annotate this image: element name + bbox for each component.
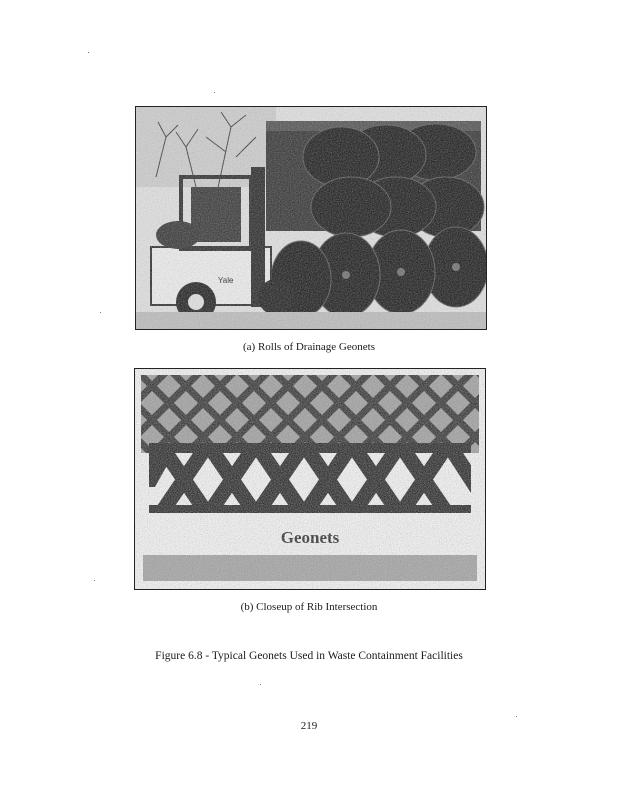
scan-speck <box>88 52 89 53</box>
page-number: 219 <box>300 720 318 732</box>
photo-drainage-geonet-rolls <box>135 106 487 330</box>
caption-drainage-geonet-rolls: (a) Rolls of Drainage Geonets <box>243 341 375 353</box>
caption-rib-intersection: (b) Closeup of Rib Intersection <box>240 601 378 613</box>
scan-speck <box>260 684 261 685</box>
figure-title: Figure 6.8 - Typical Geonets Used in Waste Containment Facilities <box>155 650 463 662</box>
scan-speck <box>516 716 517 717</box>
photo-geonet-rib-closeup <box>134 368 486 590</box>
scan-speck <box>214 92 215 93</box>
scan-speck <box>94 580 95 581</box>
scan-speck <box>100 312 101 313</box>
